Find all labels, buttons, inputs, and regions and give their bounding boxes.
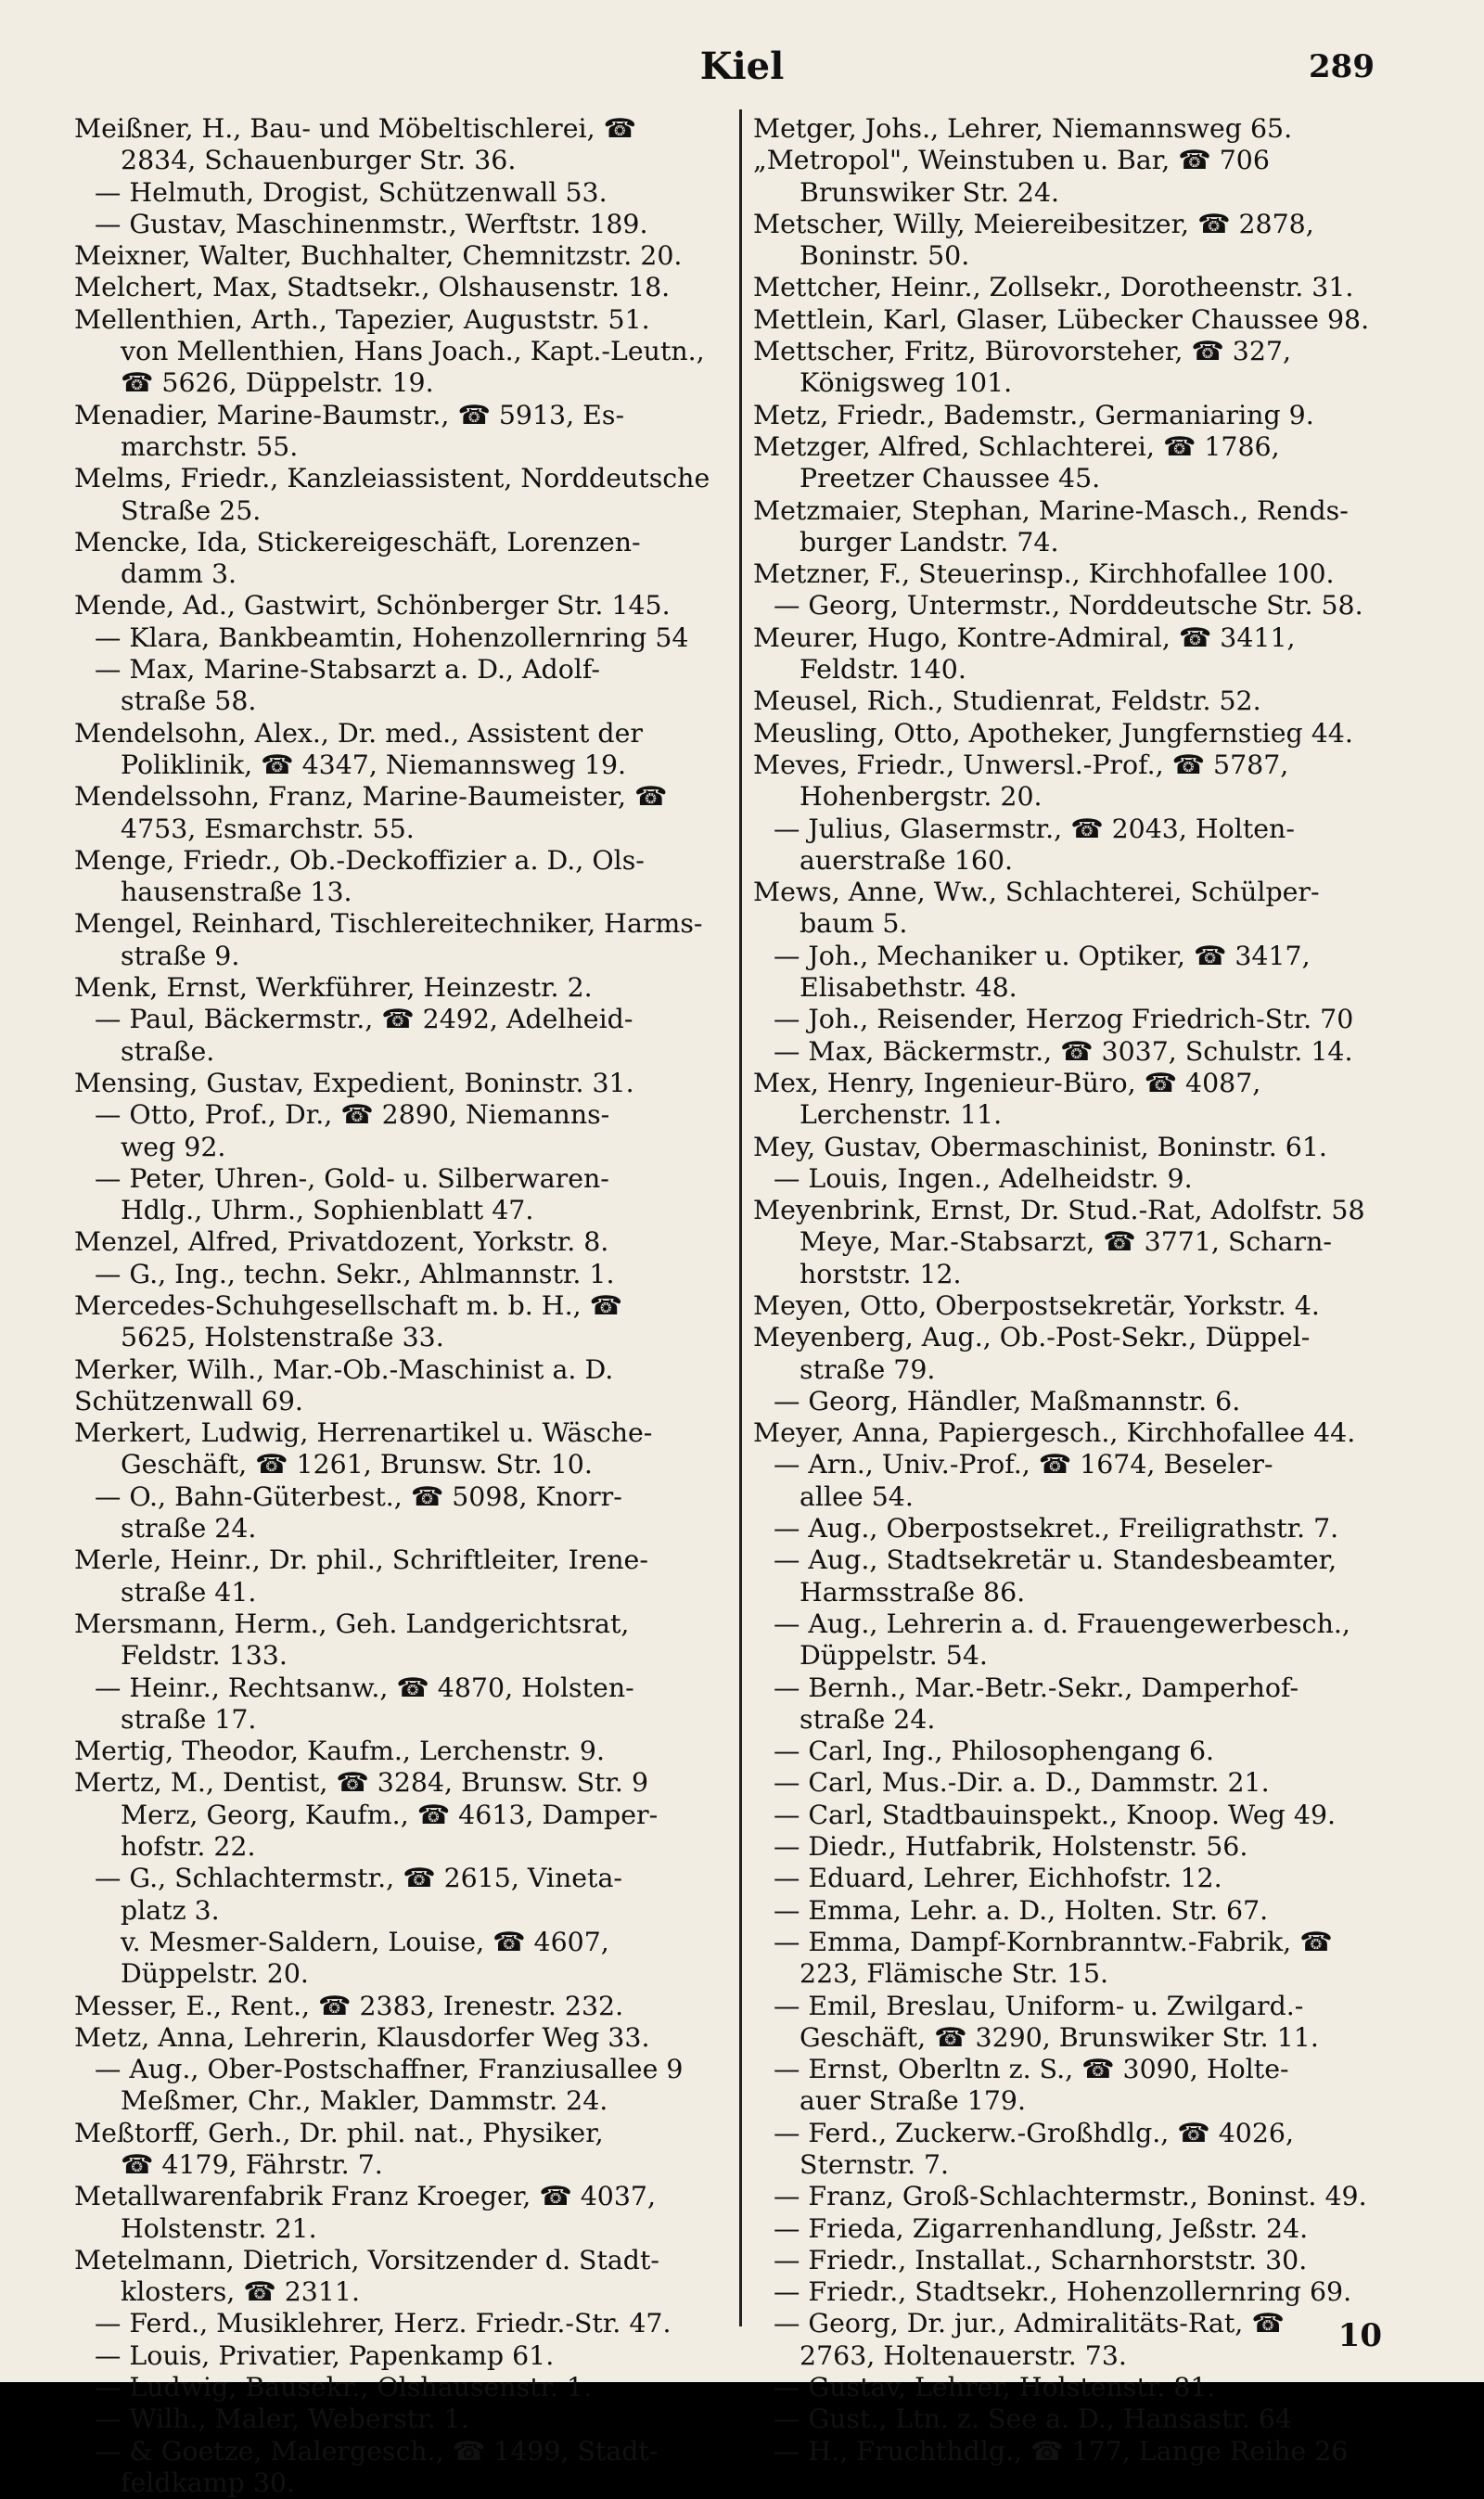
- directory-line: Metallwarenfabrik Franz Kroeger, ☎ 4037,: [74, 2181, 657, 2212]
- directory-line: horststr. 12.: [800, 1258, 962, 1289]
- directory-line: Mencke, Ida, Stickereigeschäft, Lorenzen-: [74, 526, 641, 557]
- directory-line: Mews, Anne, Ww., Schlachterei, Schülper-: [753, 877, 1320, 908]
- directory-line: Mertig, Theodor, Kaufm., Lerchenstr. 9.: [74, 1736, 606, 1767]
- directory-line: Mellenthien, Arth., Tapezier, Auguststr. 51.: [74, 303, 650, 335]
- directory-line: Mende, Ad., Gastwirt, Schönberger Str. 145.: [74, 590, 671, 622]
- directory-line: — Gust., Ltn. z. See a. D., Hansastr. 64: [774, 2403, 1292, 2435]
- directory-line: — Bernh., Mar.-Betr.-Sekr., Damperhof-: [774, 1672, 1299, 1703]
- directory-line: Merkert, Ludwig, Herrenartikel u. Wäsche-: [74, 1417, 653, 1449]
- directory-line: Merle, Heinr., Dr. phil., Schriftleiter, Irene-: [74, 1544, 648, 1576]
- column-divider: [739, 109, 742, 2326]
- directory-line: — Helmuth, Drogist, Schützenwall 53.: [95, 176, 608, 208]
- directory-line: auerstraße 160.: [800, 844, 1014, 876]
- directory-line: Meurer, Hugo, Kontre-Admiral, ☎ 3411,: [753, 622, 1296, 653]
- directory-line: Menk, Ernst, Werkführer, Heinzestr. 2.: [74, 972, 593, 1004]
- directory-line: — Julius, Glasermstr., ☎ 2043, Holten-: [774, 813, 1295, 844]
- directory-line: Düppelstr. 54.: [800, 1640, 988, 1672]
- directory-line: Straße 25.: [121, 494, 262, 526]
- directory-line: straße 41.: [121, 1576, 257, 1608]
- directory-line: Mex, Henry, Ingenieur-Büro, ☎ 4087,: [753, 1067, 1261, 1098]
- directory-line: — Georg, Untermstr., Norddeutsche Str. 58.: [774, 590, 1363, 622]
- directory-line: — Peter, Uhren-, Gold- u. Silberwaren-: [95, 1162, 609, 1194]
- directory-line: hausenstraße 13.: [121, 877, 352, 908]
- directory-line: Königsweg 101.: [800, 367, 1013, 399]
- directory-line: — Heinr., Rechtsanw., ☎ 4870, Holsten-: [95, 1672, 634, 1703]
- directory-line: — Aug., Ober-Postschaffner, Franziusallee 9: [95, 2054, 684, 2085]
- directory-line: Meves, Friedr., Unwersl.-Prof., ☎ 5787,: [753, 749, 1289, 780]
- directory-line: Sternstr. 7.: [800, 2149, 950, 2180]
- directory-line: Holstenstr. 21.: [121, 2212, 317, 2244]
- directory-line: — Max, Marine-Stabsarzt a. D., Adolf-: [95, 654, 600, 686]
- directory-line: — Emma, Dampf-Kornbranntw.-Fabrik, ☎: [774, 1926, 1333, 1957]
- directory-line: Mengel, Reinhard, Tischlereitechniker, Harms-: [74, 908, 703, 940]
- directory-line: Meyenberg, Aug., Ob.-Post-Sekr., Düppel-: [753, 1322, 1311, 1353]
- directory-line: 2834, Schauenburger Str. 36.: [121, 145, 517, 176]
- directory-line: Mercedes-Schuhgesellschaft m. b. H., ☎: [74, 1289, 623, 1321]
- directory-line: Meye, Mar.-Stabsarzt, ☎ 3771, Scharn-: [800, 1226, 1332, 1258]
- directory-line: burger Landstr. 74.: [800, 526, 1059, 557]
- directory-line: Mettscher, Fritz, Bürovorsteher, ☎ 327,: [753, 336, 1291, 367]
- directory-line: Metger, Johs., Lehrer, Niemannsweg 65.: [753, 113, 1293, 144]
- directory-line: straße 24.: [800, 1703, 936, 1735]
- directory-line: Feldstr. 133.: [121, 1640, 288, 1672]
- directory-line: — Gustav, Maschinenmstr., Werftstr. 189.: [95, 208, 648, 239]
- directory-line: — Carl, Mus.-Dir. a. D., Dammstr. 21.: [774, 1767, 1270, 1799]
- directory-line: Hohenbergstr. 20.: [800, 781, 1043, 813]
- directory-line: Mettcher, Heinr., Zollsekr., Dorotheenstr. 31.: [753, 272, 1354, 303]
- directory-line: 4753, Esmarchstr. 55.: [121, 813, 415, 844]
- directory-line: — Emil, Breslau, Uniform- u. Zwilgard.-: [774, 1990, 1304, 2021]
- directory-line: Meyer, Anna, Papiergesch., Kirchhofallee 44.: [753, 1417, 1356, 1449]
- directory-line: Geschäft, ☎ 1261, Brunsw. Str. 10.: [121, 1449, 593, 1480]
- directory-line: damm 3.: [121, 558, 237, 590]
- directory-line: — Joh., Mechaniker u. Optiker, ☎ 3417,: [774, 940, 1311, 971]
- directory-line: v. Mesmer-Saldern, Louise, ☎ 4607,: [121, 1926, 609, 1957]
- directory-line: Mensing, Gustav, Expedient, Boninstr. 31.: [74, 1067, 634, 1098]
- directory-line: marchstr. 55.: [121, 430, 299, 462]
- directory-line: 5625, Holstenstraße 33.: [121, 1322, 444, 1353]
- directory-line: Metz, Friedr., Bademstr., Germaniaring 9.: [753, 399, 1314, 430]
- directory-line: Merz, Georg, Kaufm., ☎ 4613, Damper-: [121, 1799, 659, 1830]
- directory-line: Meusel, Rich., Studienrat, Feldstr. 52.: [753, 686, 1261, 717]
- directory-line: — Friedr., Stadtsekr., Hohenzollernring 69.: [774, 2276, 1352, 2308]
- directory-line: — G., Ing., techn. Sekr., Ahlmannstr. 1.: [95, 1258, 615, 1289]
- directory-line: — Louis, Privatier, Papenkamp 61.: [95, 2339, 555, 2371]
- directory-line: Schützenwall 69.: [74, 1385, 303, 1416]
- directory-line: — Joh., Reisender, Herzog Friedrich-Str. 70: [774, 1004, 1354, 1035]
- directory-line: Metzger, Alfred, Schlachterei, ☎ 1786,: [753, 430, 1280, 462]
- directory-line: — Ernst, Oberltn z. S., ☎ 3090, Holte-: [774, 2054, 1289, 2085]
- directory-line: — Emma, Lehr. a. D., Holten. Str. 67.: [774, 1894, 1269, 1926]
- directory-line: Lerchenstr. 11.: [800, 1099, 1003, 1131]
- directory-line: — Otto, Prof., Dr., ☎ 2890, Niemanns-: [95, 1099, 610, 1131]
- directory-line: Meßmer, Chr., Makler, Dammstr. 24.: [121, 2085, 608, 2117]
- directory-line: Melms, Friedr., Kanzleiassistent, Norddeutsche: [74, 463, 710, 494]
- directory-line: Düppelstr. 20.: [121, 1958, 309, 1990]
- directory-line: Melchert, Max, Stadtsekr., Olshausenstr. 18.: [74, 272, 671, 303]
- page-title: Kiel: [699, 45, 785, 88]
- directory-line: — Georg, Händler, Maßmannstr. 6.: [774, 1385, 1241, 1416]
- directory-line: — Franz, Groß-Schlachtermstr., Boninst. 49.: [774, 2181, 1367, 2212]
- directory-line: — Wilh., Maler, Weberstr. 1.: [95, 2403, 469, 2435]
- directory-line: Poliklinik, ☎ 4347, Niemannsweg 19.: [121, 749, 627, 780]
- directory-line: straße 24.: [121, 1513, 257, 1544]
- directory-line: Harmsstraße 86.: [800, 1576, 1026, 1608]
- directory-line: Menge, Friedr., Ob.-Deckoffizier a. D., Ols-: [74, 844, 645, 876]
- directory-line: — Aug., Oberpostsekret., Freiligrathstr. 7.: [774, 1513, 1339, 1544]
- directory-line: Merker, Wilh., Mar.-Ob.-Maschinist a. D.: [74, 1353, 614, 1385]
- directory-line: Feldstr. 140.: [800, 654, 966, 686]
- directory-line: Messer, E., Rent., ☎ 2383, Irenestr. 232.: [74, 1990, 624, 2021]
- directory-line: Mersmann, Herm., Geh. Landgerichtsrat,: [74, 1608, 630, 1639]
- directory-line: platz 3.: [121, 1894, 220, 1926]
- directory-line: Hdlg., Uhrm., Sophienblatt 47.: [121, 1195, 534, 1226]
- directory-line: Menzel, Alfred, Privatdozent, Yorkstr. 8.: [74, 1226, 609, 1258]
- left-column: [74, 113, 714, 2499]
- directory-line: weg 92.: [121, 1131, 226, 1162]
- directory-line: — Aug., Stadtsekretär u. Standesbeamter,: [774, 1544, 1337, 1576]
- directory-line: — Arn., Univ.-Prof., ☎ 1674, Beseler-: [774, 1449, 1273, 1480]
- directory-line: 2763, Holtenauerstr. 73.: [800, 2339, 1127, 2371]
- directory-line: — O., Bahn-Güterbest., ☎ 5098, Knorr-: [95, 1480, 622, 1512]
- directory-line: Meißner, H., Bau- und Möbeltischlerei, ☎: [74, 113, 637, 144]
- page-number: 289: [1309, 48, 1375, 85]
- directory-line: Elisabethstr. 48.: [800, 972, 1017, 1004]
- directory-line: — & Goetze, Malergesch., ☎ 1499, Stadt-: [95, 2435, 659, 2467]
- directory-line: klosters, ☎ 2311.: [121, 2276, 361, 2308]
- directory-line: Boninstr. 50.: [800, 240, 970, 272]
- right-column: [753, 113, 1393, 2467]
- directory-line: — Gustav, Lehrer, Holstenstr. 81.: [774, 2372, 1216, 2403]
- sheet-signature: 10: [1337, 2317, 1382, 2354]
- directory-line: — Klara, Bankbeamtin, Hohenzollernring 54: [95, 622, 689, 653]
- directory-line: — Diedr., Hutfabrik, Holstenstr. 56.: [774, 1831, 1248, 1863]
- directory-line: ☎ 5626, Düppelstr. 19.: [121, 367, 434, 399]
- directory-line: Metzner, F., Steuerinsp., Kirchhofallee 100.: [753, 558, 1335, 590]
- directory-line: Meyenbrink, Ernst, Dr. Stud.-Rat, Adolfstr. 58: [753, 1195, 1365, 1226]
- directory-line: Preetzer Chaussee 45.: [800, 463, 1101, 494]
- directory-line: — Aug., Lehrerin a. d. Frauengewerbesch.,: [774, 1608, 1350, 1639]
- directory-line: straße 58.: [121, 686, 257, 717]
- directory-line: von Mellenthien, Hans Joach., Kapt.-Leutn.,: [121, 336, 705, 367]
- directory-line: — Ludwig, Bausekr., Olshausenstr. 1.: [95, 2372, 593, 2403]
- directory-line: Mettlein, Karl, Glaser, Lübecker Chaussee 98.: [753, 303, 1370, 335]
- directory-line: allee 54.: [800, 1480, 914, 1512]
- directory-line: Geschäft, ☎ 3290, Brunswiker Str. 11.: [800, 2021, 1319, 2053]
- directory-line: — Carl, Ing., Philosophengang 6.: [774, 1736, 1215, 1767]
- directory-line: straße.: [121, 1035, 215, 1067]
- directory-line: 223, Flämische Str. 15.: [800, 1958, 1109, 1990]
- directory-line: Meusling, Otto, Apotheker, Jungfernstieg 44.: [753, 717, 1353, 749]
- directory-line: — Max, Bäckermstr., ☎ 3037, Schulstr. 14.: [774, 1035, 1353, 1067]
- directory-line: Metelmann, Dietrich, Vorsitzender d. Stadt-: [74, 2244, 659, 2275]
- directory-line: „Metropol", Weinstuben u. Bar, ☎ 706: [753, 145, 1270, 176]
- directory-line: Mendelsohn, Alex., Dr. med., Assistent der: [74, 717, 643, 749]
- directory-line: Metzmaier, Stephan, Marine-Masch., Rends-: [753, 494, 1349, 526]
- directory-line: — Friedr., Installat., Scharnhorststr. 30.: [774, 2244, 1308, 2275]
- directory-line: Metz, Anna, Lehrerin, Klausdorfer Weg 33.: [74, 2021, 650, 2053]
- directory-line: Meßtorff, Gerh., Dr. phil. nat., Physiker,: [74, 2117, 604, 2148]
- directory-line: straße 79.: [800, 1353, 936, 1385]
- directory-line: Mertz, M., Dentist, ☎ 3284, Brunsw. Str. 9: [74, 1767, 649, 1799]
- directory-line: — Eduard, Lehrer, Eichhofstr. 12.: [774, 1863, 1222, 1894]
- directory-line: — Carl, Stadtbauinspekt., Knoop. Weg 49.: [774, 1799, 1337, 1830]
- directory-line: baum 5.: [800, 908, 908, 940]
- directory-line: straße 17.: [121, 1703, 257, 1735]
- directory-line: Mendelssohn, Franz, Marine-Baumeister, ☎: [74, 781, 668, 813]
- directory-line: auer Straße 179.: [800, 2085, 1026, 2117]
- directory-line: Brunswiker Str. 24.: [800, 176, 1060, 208]
- directory-line: — Georg, Dr. jur., Admiralitäts-Rat, ☎: [774, 2308, 1285, 2339]
- directory-line: — Ferd., Zuckerw.-Großhdlg., ☎ 4026,: [774, 2117, 1294, 2148]
- directory-line: straße 9.: [121, 940, 240, 971]
- directory-line: — H., Fruchthdlg., ☎ 177, Lange Reihe 26: [774, 2435, 1349, 2467]
- directory-line: Mey, Gustav, Obermaschinist, Boninstr. 61.: [753, 1131, 1327, 1162]
- directory-line: — Louis, Ingen., Adelheidstr. 9.: [774, 1162, 1193, 1194]
- directory-line: feldkamp 30.: [121, 2467, 295, 2498]
- directory-line: Menadier, Marine-Baumstr., ☎ 5913, Es-: [74, 399, 625, 430]
- directory-line: — Paul, Bäckermstr., ☎ 2492, Adelheid-: [95, 1004, 633, 1035]
- directory-line: — Frieda, Zigarrenhandlung, Jeßstr. 24.: [774, 2212, 1309, 2244]
- directory-line: — Ferd., Musiklehrer, Herz. Friedr.-Str. 47.: [95, 2308, 672, 2339]
- directory-line: Meyen, Otto, Oberpostsekretär, Yorkstr. 4.: [753, 1289, 1320, 1321]
- directory-line: — G., Schlachtermstr., ☎ 2615, Vineta-: [95, 1863, 622, 1894]
- directory-line: ☎ 4179, Fährstr. 7.: [121, 2149, 383, 2180]
- directory-line: Meixner, Walter, Buchhalter, Chemnitzstr. 20.: [74, 240, 683, 272]
- directory-line: hofstr. 22.: [121, 1831, 256, 1863]
- directory-line: Metscher, Willy, Meiereibesitzer, ☎ 2878,: [753, 208, 1314, 239]
